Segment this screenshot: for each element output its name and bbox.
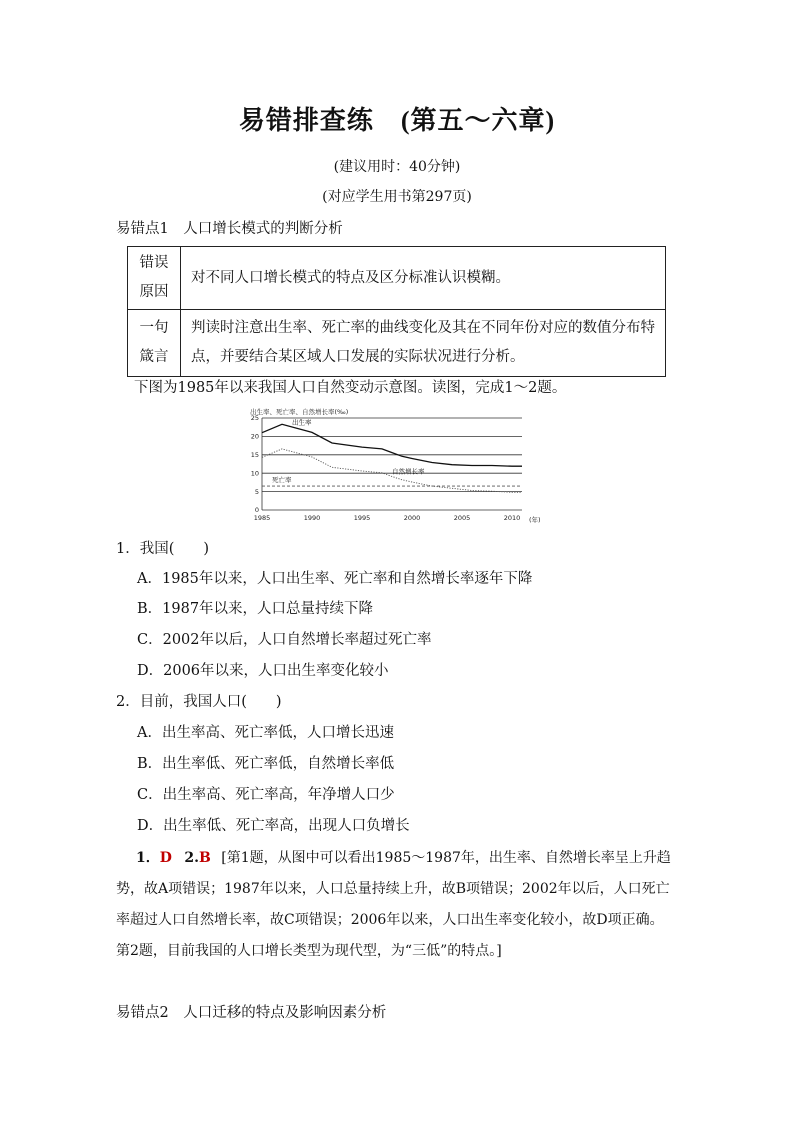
- section-1-heading: 易错点1 人口增长模式的判断分析: [116, 221, 343, 237]
- question-1-stem: 1．我国( ): [116, 541, 210, 557]
- motto-text: 判读时注意出生率、死亡率的曲线变化及其在不同年份对应的数值分布特点，并要结合某区域人口发展的实际状况进行分析。: [181, 310, 666, 377]
- question-2-option-b: B．出生率低、死亡率低，自然增长率低: [137, 756, 395, 772]
- x-tick-label-1990: 1990: [303, 514, 321, 522]
- question-2-option-a: A．出生率高、死亡率低，人口增长迅速: [137, 725, 394, 741]
- x-tick-label-2000: 2000: [403, 514, 421, 522]
- question-1-option-c: C．2002年以后，人口自然增长率超过死亡率: [137, 632, 432, 648]
- question-2-option-d: D．出生率低、死亡率高，出现人口负增长: [137, 818, 410, 834]
- answer-2-value: B: [198, 850, 211, 866]
- book-reference: (对应学生用书第297页): [322, 189, 472, 205]
- answer-2-number: 2.: [184, 850, 199, 866]
- answer-explanation: [第1题，从图中可以看出1985～1987年，出生率、自然增长率呈上升趋势，故A项错误；1987年以来，人口总量持续上升，故B项错误；2002年以后，人口死亡率超过人口自然增长率，故C项错误；2006年以来，人口出生率变化较小，故D项正确。第2题，目前我国的人口增长类型为现代型，为“三低”的特点。]: [116, 850, 671, 959]
- series-label-2: 死亡率: [272, 476, 292, 485]
- question-1-option-b: B．1987年以来，人口总量持续下降: [137, 601, 374, 617]
- y-axis-label: 出生率、死亡率、自然增长率(‰): [250, 408, 349, 416]
- motto-row: [128, 310, 666, 377]
- error-cause-label-line1: 错误: [139, 255, 169, 271]
- y-tick-label-25: 25: [250, 414, 259, 423]
- answer-1-number: 1．: [136, 850, 160, 866]
- question-1-option-d: D．2006年以来，人口出生率变化较小: [137, 663, 389, 679]
- x-tick-label-2010: 2010: [503, 514, 521, 522]
- error-cause-label-line2: 原因: [139, 284, 169, 300]
- x-tick-label-1995: 1995: [353, 514, 371, 522]
- y-tick-label-15: 15: [250, 451, 259, 459]
- population-change-chart: [246, 403, 552, 527]
- x-axis-label: (年): [529, 516, 541, 524]
- series-label-0: 出生率: [292, 418, 312, 427]
- x-tick-label-1985: 1985: [253, 514, 271, 522]
- error-cause-label: [128, 247, 181, 310]
- suggested-time: (建议用时：40分钟): [333, 159, 461, 175]
- error-cause-row: [128, 247, 666, 310]
- motto-label-line2: 箴言: [139, 349, 169, 365]
- y-tick-label-10: 10: [250, 469, 259, 478]
- motto-label-line1: 一句: [139, 320, 169, 336]
- question-2-stem: 2．目前，我国人口( ): [116, 694, 282, 710]
- series-label-1: 自然增长率: [392, 467, 425, 476]
- y-tick-label-0: 0: [254, 506, 259, 515]
- error-analysis-table: [127, 246, 666, 377]
- question-1-option-a: A．1985年以来，人口出生率、死亡率和自然增长率逐年下降: [137, 571, 533, 587]
- answer-1-value: D: [159, 850, 172, 866]
- figure-intro: 下图为1985年以来我国人口自然变动示意图。读图，完成1～2题。: [134, 380, 567, 396]
- x-tick-label-2005: 2005: [453, 514, 471, 522]
- page-title: 易错排查练 (第五～六章): [238, 106, 556, 135]
- section-2-heading: 易错点2 人口迁移的特点及影响因素分析: [116, 1005, 387, 1021]
- motto-label: [128, 310, 181, 377]
- question-2-option-c: C．出生率高、死亡率高，年净增人口少: [137, 787, 395, 803]
- y-tick-label-5: 5: [254, 487, 259, 496]
- y-tick-label-20: 20: [250, 432, 259, 441]
- answer-block: [116, 843, 676, 967]
- series-line-0: [262, 424, 522, 466]
- error-cause-text: 对不同人口增长模式的特点及区分标准认识模糊。: [181, 247, 666, 310]
